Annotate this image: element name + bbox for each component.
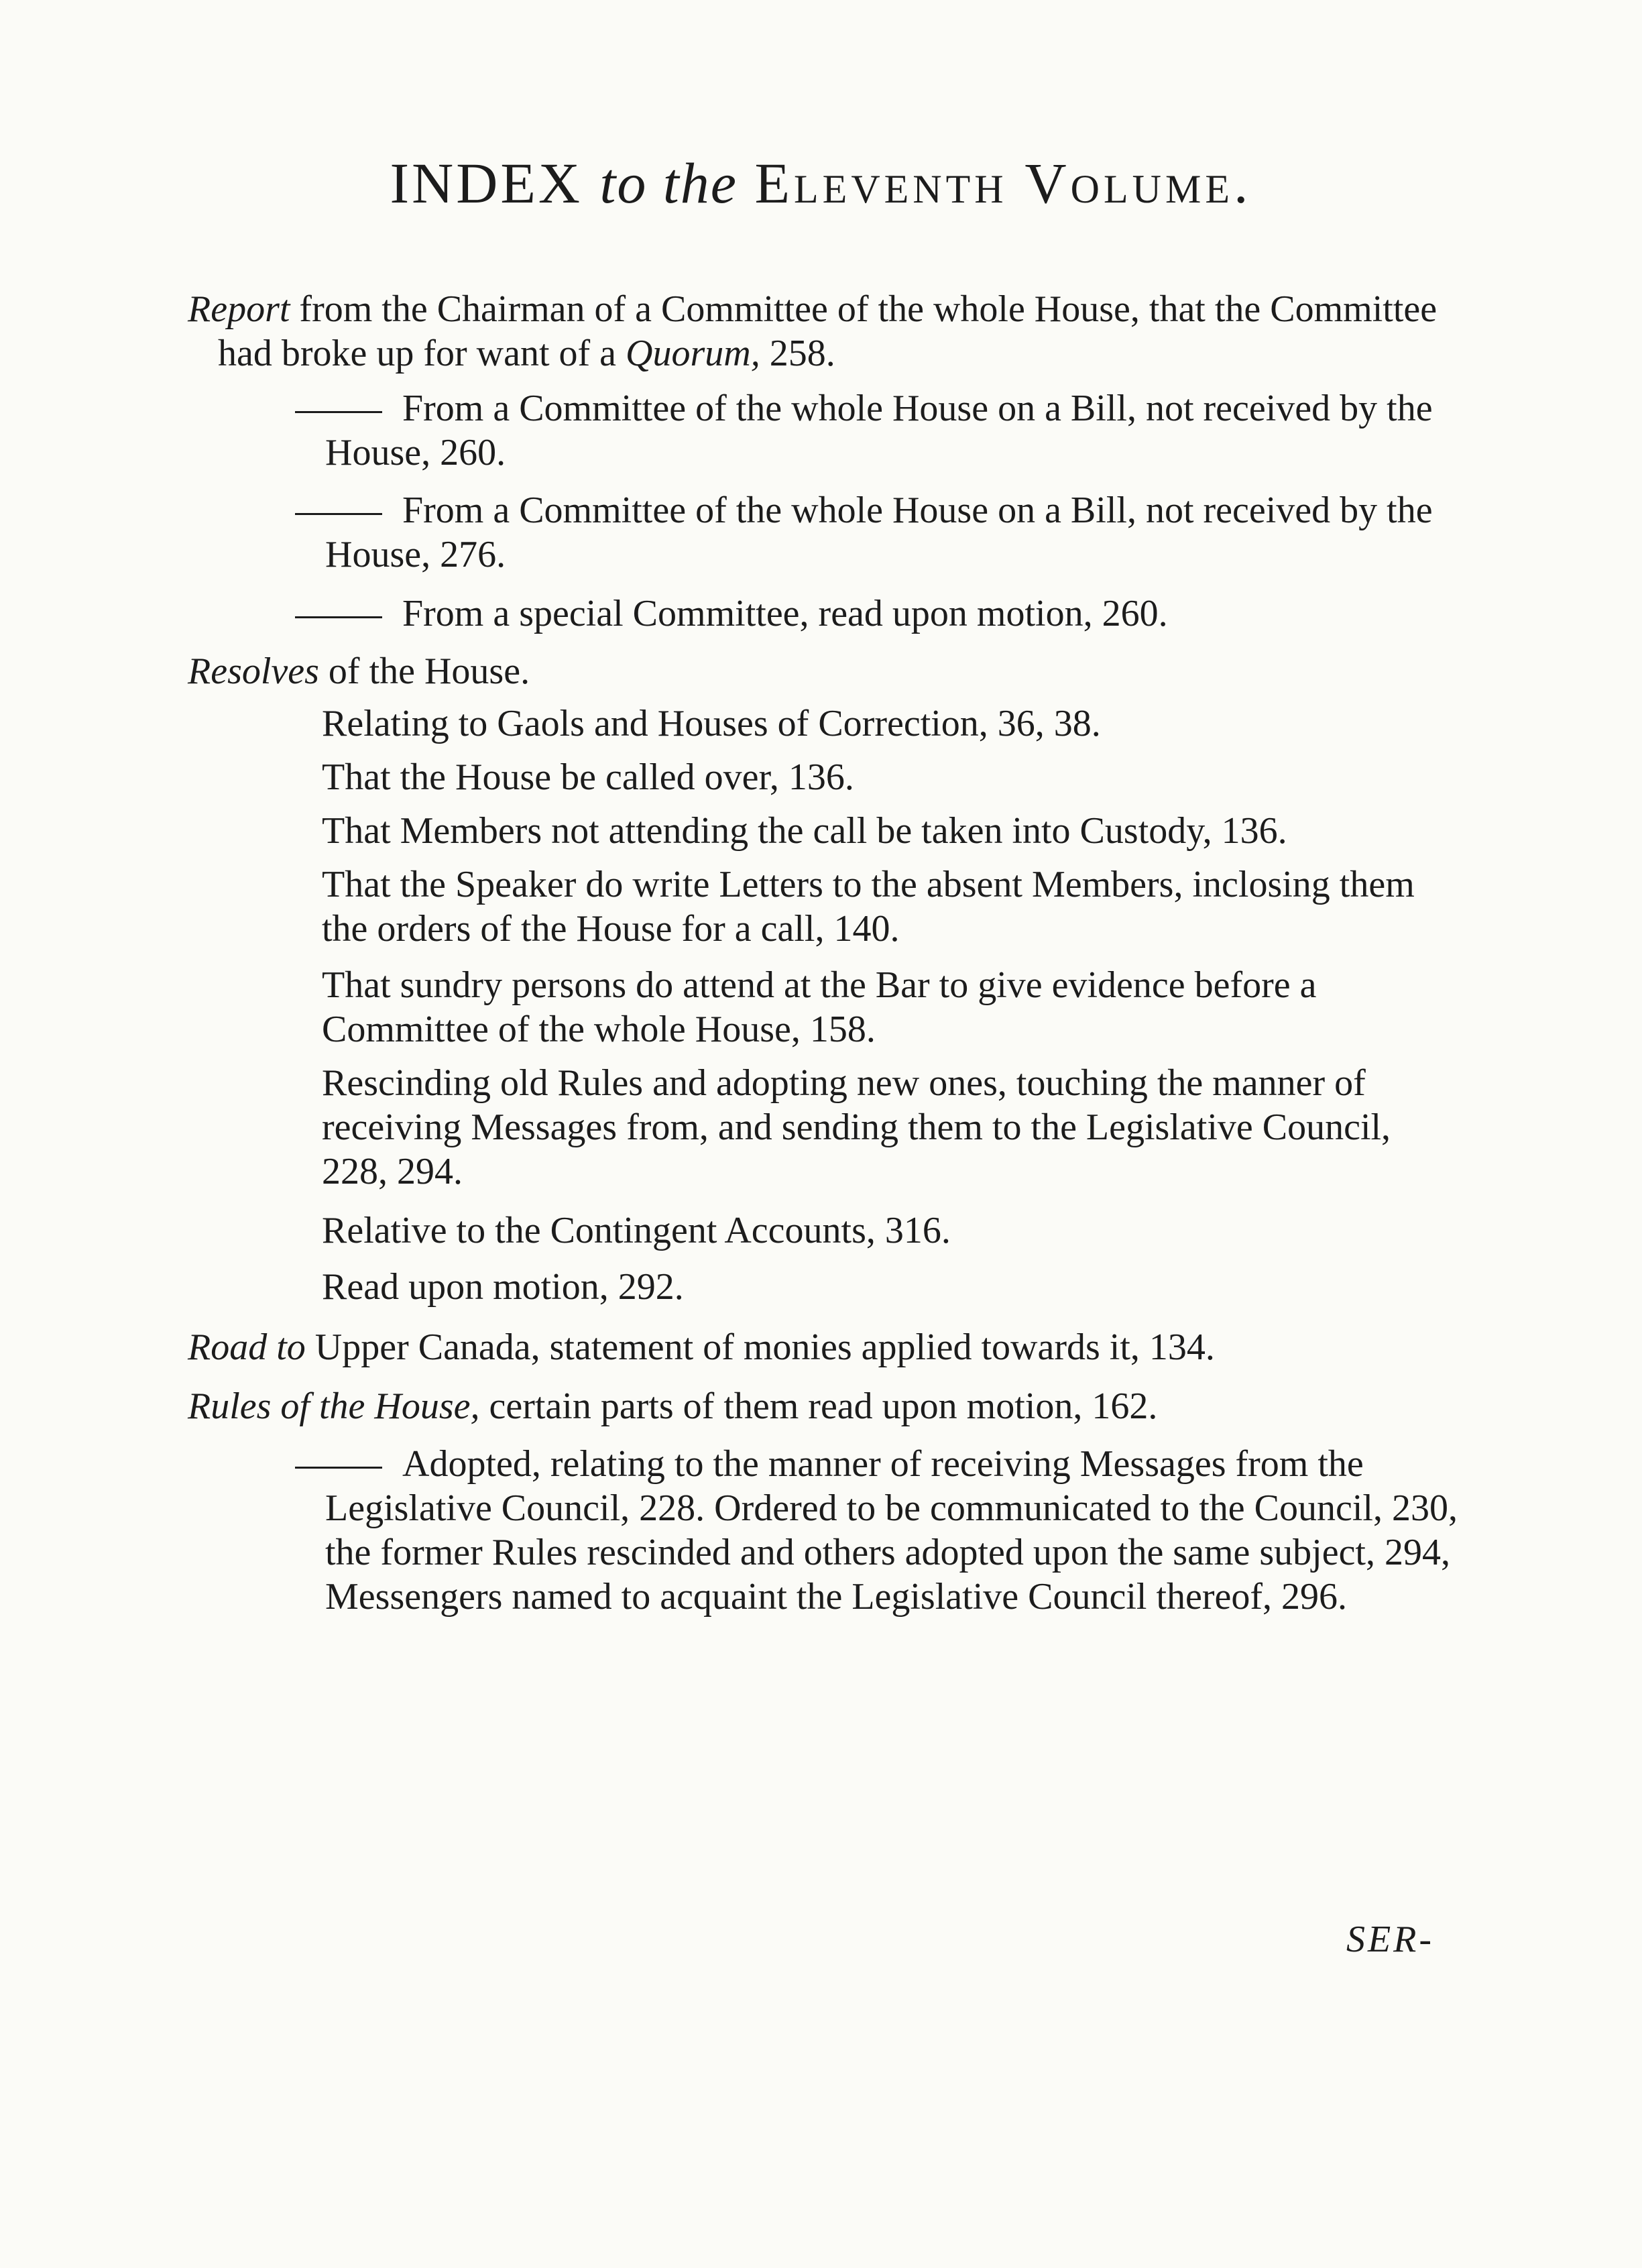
index-entry [188,386,1462,475]
entry-italic-term: Quorum, [626,333,760,374]
heading-volume: Eleventh Volume. [754,151,1252,215]
entry-text: Read upon motion, 292. [322,1266,684,1308]
entry-text: From a special Committee, read upon motion, 260. [402,593,1168,634]
entry-text: Relating to Gaols and Houses of Correction, 36, 38. [322,703,1101,744]
entry-text: That the Speaker do write Letters to the absent Members, inclosing them the orders of the House for a call, 140. [322,864,1415,950]
entry-text: Rescinding old Rules and adopting new ones, touching the manner of receiving Messages from, and sending them to the Legislative Council, 228, 294. [322,1062,1391,1192]
index-entry [188,701,1462,746]
index-entry [188,809,1462,853]
ditto-dash [295,616,382,618]
index-entry [188,963,1462,1052]
entry-text: That the House be called over, 136. [322,756,854,798]
heading-to-the: to the [599,151,738,215]
entry-heading: Resolves [188,650,319,692]
page-heading [0,151,1642,215]
entry-heading: Road to [188,1326,306,1368]
ditto-dash [295,1467,382,1469]
index-entry [188,591,1462,636]
entry-heading: Report [188,288,290,330]
index-entries [188,275,1462,1619]
entry-heading: Rules of the House, [188,1385,480,1427]
index-entry [188,1061,1462,1194]
index-entry [188,488,1462,577]
entry-text: Relative to the Contingent Accounts, 316. [322,1210,951,1251]
entry-text: from the Chairman of a Committee of the whole House, that the Committee had broke up for want of a [218,288,1438,374]
index-entry [188,862,1462,951]
entry-text: of the House. [318,650,530,692]
index-entry [188,1384,1462,1428]
entry-text: That Members not attending the call be taken into Custody, 136. [322,810,1287,852]
index-entry [188,1208,1462,1253]
index-entry [188,1442,1462,1619]
ditto-dash [295,513,382,515]
index-entry [188,649,1462,693]
heading-index: INDEX [390,151,583,215]
ditto-dash [295,411,382,413]
entry-text: From a Committee of the whole House on a Bill, not received by the House, 260. [325,388,1433,473]
catchword: SER- [1346,1919,1434,1960]
entry-text: Upper Canada, statement of monies applied towards it, 134. [305,1326,1215,1368]
index-entry [188,755,1462,799]
index-entry [188,1325,1462,1369]
index-entry [188,1265,1462,1309]
entry-text: certain parts of them read upon motion, 162. [479,1385,1158,1427]
index-entry [188,287,1462,376]
entry-text: From a Committee of the whole House on a Bill, not received by the House, 276. [325,490,1433,575]
entry-text: Adopted, relating to the manner of receiving Messages from the Legislative Council, 228. Ordered to be communicated to the Council, 230, the former Rules rescinded and others adopted upon the same subject, 294, Messengers named to acquaint the Legislative Council thereof, 296. [325,1443,1458,1618]
entry-page-ref: 258. [760,333,835,374]
entry-text: That sundry persons do attend at the Bar to give evidence before a Committee of the whole House, 158. [322,964,1317,1050]
